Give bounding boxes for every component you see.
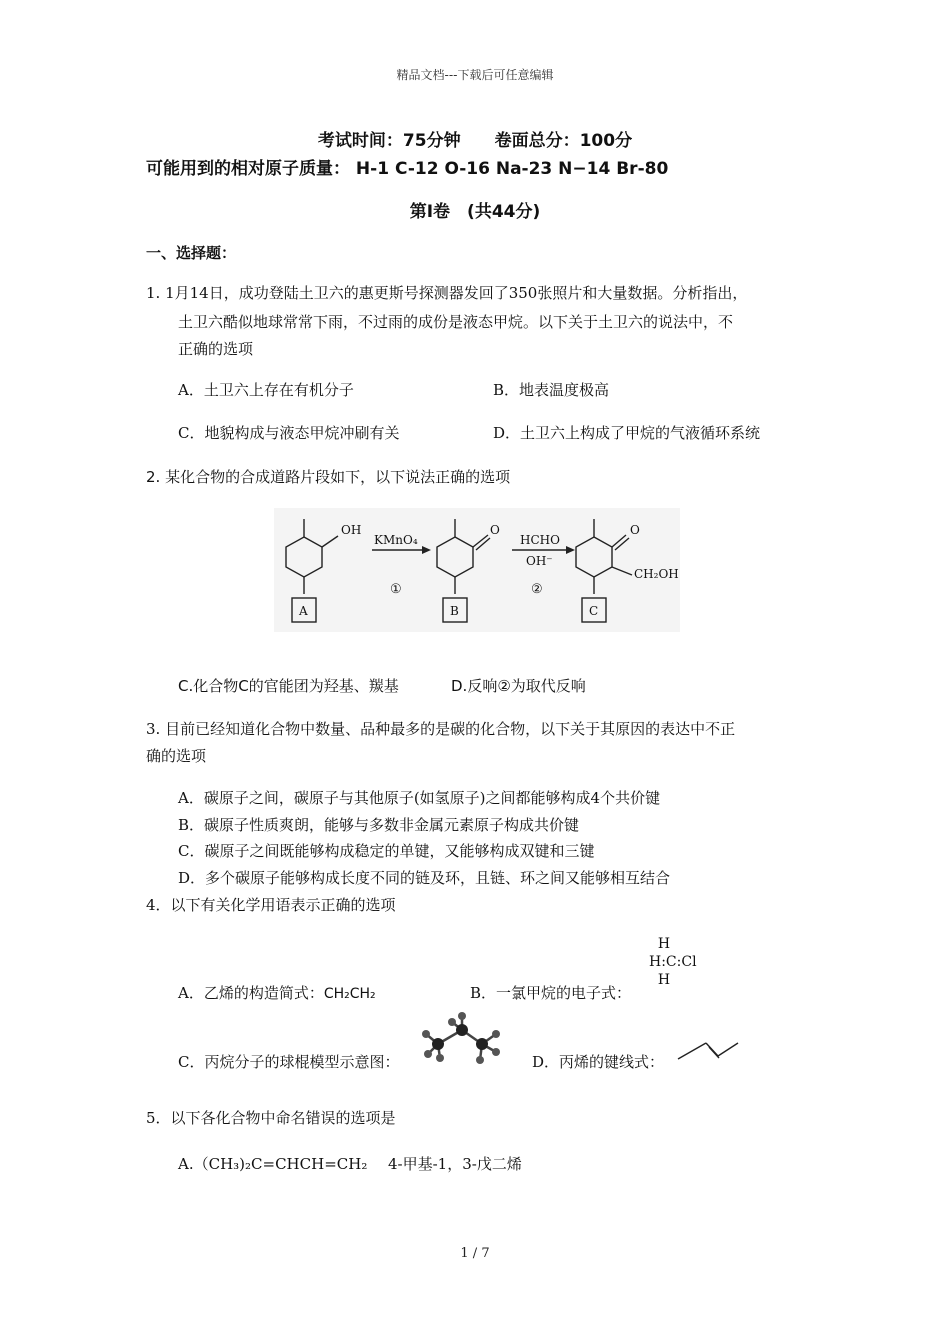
- q5-stem: 5．以下各化合物中命名错误的选项是: [146, 1109, 396, 1127]
- volume-title: 第Ⅰ卷 (共44分): [409, 202, 541, 222]
- diagram-o-label-b: O: [490, 523, 500, 537]
- q4-option-c: C．丙烷分子的球棍模型示意图：: [178, 1053, 400, 1071]
- diagram-ch2oh-label: CH₂OH: [634, 567, 679, 581]
- electron-h-bottom: H: [657, 972, 671, 988]
- reagent-kmno4: KMnO₄: [374, 533, 418, 547]
- q5-option-a-formula: A.（CH₃)₂C=CHCH=CH₂: [178, 1155, 368, 1173]
- q3-stem-line1: 3. 目前已经知道化合物中数量、品种最多的是碳的化合物，以下关于其原因的表达中不正: [146, 720, 736, 738]
- q3-option-d: D．多个碳原子能够构成长度不同的链及环，且链、环之间又能够相互结合: [178, 869, 671, 887]
- diagram-o-label-c: O: [630, 523, 640, 537]
- q3-option-a: A．碳原子之间，碳原子与其他原子(如氢原子)之间都能够构成4个共价键: [178, 789, 661, 807]
- propane-ball-stick-model: [416, 1010, 502, 1066]
- q1-option-d: D．土卫六上构成了甲烷的气液循环系统: [493, 424, 761, 442]
- section-title: 一、选择题：: [146, 244, 237, 262]
- q4-option-a: [178, 982, 376, 1003]
- compound-c-label: C: [589, 604, 599, 618]
- q1-option-a: A．土卫六上存在有机分子: [178, 381, 354, 399]
- q1-option-b: B．地表温度极高: [493, 381, 610, 399]
- atomic-masses: 可能用到的相对原子质量： H-1 C-12 O-16 Na-23 N−14 Br-80: [146, 159, 669, 179]
- step1-marker: ①: [390, 582, 402, 597]
- synthesis-route-diagram: [274, 508, 680, 632]
- q4-option-d: D．丙烯的键线式：: [532, 1053, 665, 1071]
- q1-stem-line1: 1. 1月14日，成功登陆土卫六的惠更斯号探测器发回了350张照片和大量数据。分析指出，: [146, 284, 748, 302]
- page-header: 精品文档---下载后可任意编辑: [396, 68, 554, 82]
- q1-option-c: C．地貌构成与液态甲烷冲刷有关: [178, 424, 400, 442]
- compound-b-label: B: [450, 604, 459, 618]
- q4-option-a-label: A．乙烯的构造简式：: [178, 984, 324, 1002]
- q1-stem-line3: 正确的选项: [178, 340, 254, 358]
- q1-stem-line2: 土卫六酷似地球常常下雨，不过雨的成份是液态甲烷。以下关于土卫六的说法中，不: [178, 313, 734, 331]
- diagram-oh-label: OH: [341, 523, 362, 537]
- chloromethane-electron-formula: [649, 935, 709, 989]
- step2-marker: ②: [531, 582, 543, 597]
- page-number: 1 / 7: [460, 1246, 490, 1261]
- reagent-oh-minus: OH⁻: [526, 554, 553, 568]
- q4-stem: 4．以下有关化学用语表示正确的选项: [146, 896, 396, 914]
- ethylene-formula: CH₂CH₂: [323, 986, 376, 1002]
- q3-option-c: C．碳原子之间既能够构成稳定的单键，又能够构成双键和三键: [178, 842, 595, 860]
- q4-option-b: B．一氯甲烷的电子式：: [470, 984, 632, 1002]
- q3-option-b: B．碳原子性质爽朗，能够与多数非金属元素原子构成共价键: [178, 816, 580, 834]
- q5-option-a-name: 4-甲基-1，3-戊二烯: [388, 1155, 522, 1173]
- q2-option-c: C.化合物C的官能团为羟基、羰基: [178, 677, 399, 695]
- electron-mid: H:C:Cl: [649, 954, 697, 970]
- q3-stem-line2: 确的选项: [146, 747, 207, 765]
- q2-stem: 2. 某化合物的合成道路片段如下，以下说法正确的选项: [146, 468, 511, 486]
- propene-skeletal-formula: [676, 1038, 740, 1062]
- q2-option-d: D.反响②为取代反响: [451, 677, 586, 695]
- compound-a-label: A: [299, 604, 308, 618]
- reagent-hcho: HCHO: [520, 533, 560, 547]
- electron-h-top: H: [657, 936, 671, 952]
- exam-info: 考试时间：75分钟 卷面总分：100分: [317, 131, 633, 151]
